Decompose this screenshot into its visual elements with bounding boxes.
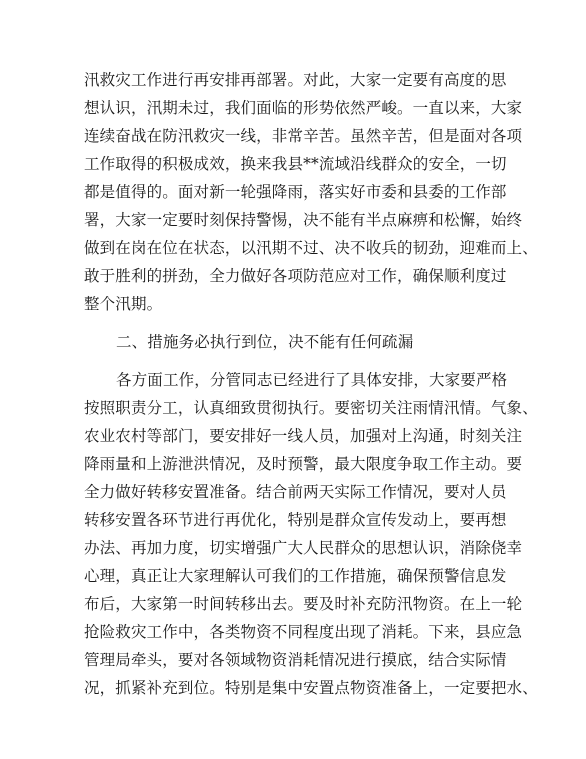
paragraph-measures — [84, 366, 538, 702]
text-line: 想认识，汛期未过，我们面临的形势依然严峻。一直以来，大家 — [84, 99, 523, 117]
text-line: 做到在岗在位在状态，以汛期不过、决不收兵的韧劲，迎难而上、 — [84, 239, 538, 257]
text-line: 署，大家一定要时刻保持警惕，决不能有半点麻痹和松懈，始终 — [84, 211, 523, 229]
text-line: 降雨量和上游泄洪情况，及时预警，最大限度争取工作主动。要 — [84, 455, 523, 473]
text-line: 全力做好转移安置准备。结合前两天实际工作情况，要对人员 — [84, 483, 507, 501]
text-line: 整个汛期。 — [84, 295, 163, 313]
paragraph-spacer — [84, 356, 504, 366]
text-line: 办法、再加力度，切实增强广大人民群众的思想认识，消除侥幸 — [84, 539, 523, 557]
text-line: 敢于胜利的拼劲，全力做好各项防范应对工作，确保顺利度过 — [84, 267, 507, 285]
text-line: 心理，真正让大家理解认可我们的工作措施，确保预警信息发 — [84, 567, 507, 585]
text-line: 况，抓紧补充到位。特别是集中安置点物资准备上，一定要把水、 — [84, 679, 538, 697]
text-line: 各方面工作，分管同志已经进行了具体安排，大家要严格 — [116, 371, 508, 389]
text-line: 管理局牵头，要对各领域物资消耗情况进行摸底，结合实际情 — [84, 651, 507, 669]
text-line: 都是值得的。面对新一轮强降雨，落实好市委和县委的工作部 — [84, 183, 507, 201]
text-line: 连续奋战在防汛救灾一线，非常辛苦。虽然辛苦，但是面对各项 — [84, 127, 523, 145]
section-heading: 二、措施务必执行到位，决不能有任何疏漏 — [116, 333, 414, 351]
document-body — [84, 66, 538, 702]
text-line: 汛救灾工作进行再安排再部署。对此，大家一定要有高度的思 — [84, 71, 507, 89]
text-line: 转移安置各环节进行再优化，特别是群众宣传发动上，要再想 — [84, 511, 507, 529]
text-line: 农业农村等部门，要安排好一线人员，加强对上沟通，时刻关注 — [84, 427, 523, 445]
text-line: 布后，大家第一时间转移出去。要及时补充防汛物资。在上一轮 — [84, 595, 523, 613]
paragraph-continued — [84, 66, 538, 318]
text-line: 抢险救灾工作中，各类物资不同程度出现了消耗。下来，县应急 — [84, 623, 523, 641]
paragraph-spacer — [84, 318, 504, 328]
text-line: 工作取得的积极成效，换来我县**流域沿线群众的安全，一切 — [84, 155, 507, 173]
text-line: 按照职责分工，认真细致贯彻执行。要密切关注雨情汛情。气象、 — [84, 399, 538, 417]
